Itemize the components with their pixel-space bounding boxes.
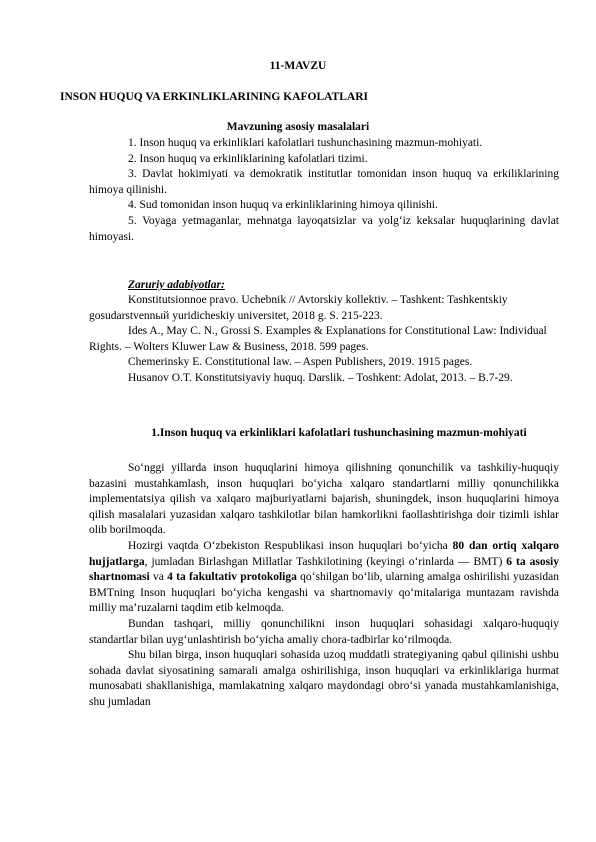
text-run: va [149, 571, 168, 584]
literature-item: Husanov O.T. Konstitutsiyaviy huquq. Darslik. – Toshkent: Adolat, 2013. – B.7-29. [128, 371, 513, 384]
section-title: 1.Inson huquq va erkinliklari kafolatlari tushunchasining mazmun-mohiyati [151, 427, 527, 439]
literature-item: Chemerinsky E. Constitutional law. – Aspen Publishers, 2019. 1915 pages. [128, 356, 473, 369]
text-run: , jumladan Birlashgan Millatlar Tashkilotining (keyingi o‘rinlarda — BMT) [144, 555, 507, 568]
agenda-list [89, 136, 559, 245]
text-run: Hozirgi vaqtda O‘zbekiston Respublikasi inson huquqlari bo‘yicha [128, 539, 453, 552]
paragraph: Shu bilan birga, inson huquqlari sohasida uzoq muddatli strategiyaning qabul qilinishi ushbu sohada davlat siyosatining samarali amalga oshirilishiga, inson huquqlari va erkinliklariga hurmat munosabati shakllanishiga, mamlakatning xalqaro maydondagi obro‘si yanada mustahkamlanishiga, shu jumladan [89, 649, 559, 708]
paragraph [89, 539, 559, 617]
bold-text: 6 ta asosiy shartnomasi [89, 555, 559, 584]
text-run: qo‘shilgan bo‘lib, ularning amalga oshirilishi yuzasidan BMTning Inson huquqlari bo‘yicha kengashi va shartnomaviy qo‘mitalariga muntazam ravishda milliy ma’ruzalarni taqdim etib kelmoqda. [89, 571, 559, 615]
paragraph: So‘nggi yillarda inson huquqlarini himoya qilishning qonunchilik va tashkiliy-huquqiy bazasini mustahkamlash, inson huquqlari bo‘yicha xalqaro standartlarni milliy qonunchilikka implementatsiya qilish va xalqaro majburiyatlarni bajarish, shuningdek, inson huquqlarini himoya qilish masalalari yuzasidan xalqaro tashkilotlar bilan hamkorlikni faollashtirishga doir tizimli ishlar olib borilmoqda. [89, 462, 559, 537]
section-body [89, 461, 559, 711]
agenda-item: 4. Sud tomonidan inson huquq va erkinliklarining himoya qilinishi. [128, 199, 438, 212]
bold-text: 4 ta fakultativ protokoliga [167, 571, 297, 584]
literature-list [89, 293, 559, 387]
topic-number: 11-MAVZU [269, 60, 327, 72]
agenda-item: 1. Inson huquq va erkinliklari kafolatlari tushunchasining mazmun-mohiyati. [128, 137, 483, 149]
paragraph: Bundan tashqari, milliy qonunchilikni inson huquqlari sohasidagi xalqaro-huquqiy standartlar bilan uyg‘unlashtirish bo‘yicha amaliy chora-tadbirlar ko‘rilmoqda. [89, 617, 559, 646]
literature-item: Ides A., May C. N., Grossi S. Examples & Explanations for Constitutional Law: Individual Rights. – Wolters Kluwer Law & Business, 2018. 599 pages. [89, 325, 547, 353]
literature-heading: Zaruriy adabiyotlar: [128, 279, 225, 291]
agenda-item: 3. Davlat hokimiyati va demokratik institutlar tomonidan inson huquq va erkiliklarining himoya qilinishi. [89, 168, 559, 196]
bold-text: 80 dan ortiq xalqaro hujjatlarga [89, 539, 559, 568]
document-title: INSON HUQUQ VA ERKINLIKLARINING KAFOLATLARI [60, 91, 369, 103]
agenda-item: 2. Inson huquq va erkinliklarining kafolatlari tizimi. [128, 152, 368, 165]
agenda-heading: Mavzuning asosiy masalalari [226, 121, 370, 133]
literature-item: Konstitutsionnoe pravo. Uchebnik // Avtorskiy kollektiv. – Tashkent: Tashkentskiy gosudarstvennый yuridicheskiy universitet, 2018 g. S. 215-223. [89, 294, 508, 322]
agenda-item: 5. Voyaga yetmaganlar, mehnatga layoqatsizlar va yolg‘iz keksalar huquqlarining davlat himoyasi. [89, 214, 559, 243]
